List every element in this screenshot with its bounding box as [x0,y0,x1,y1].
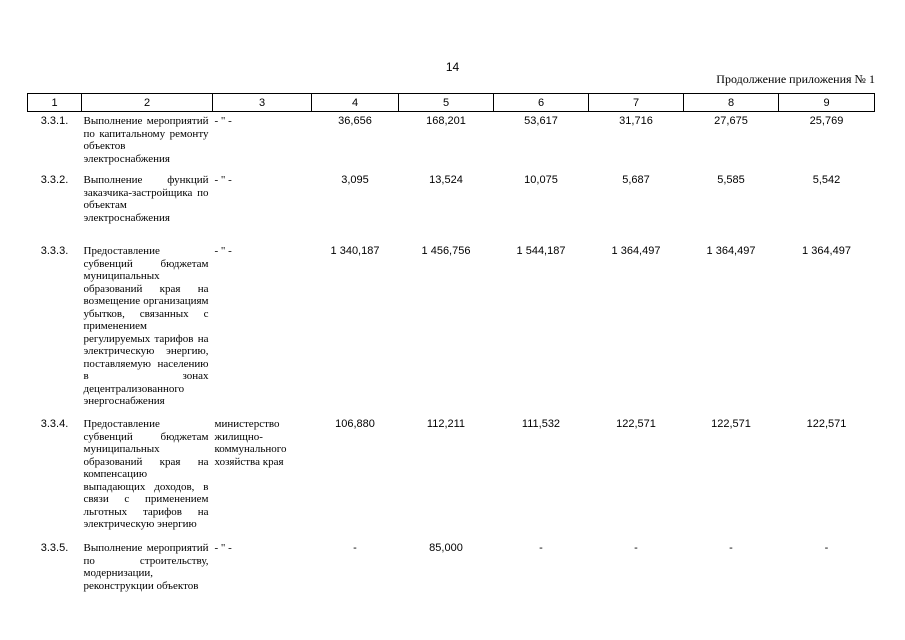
row-value: 122,571 [711,418,751,430]
row-value: 5,542 [812,174,841,186]
row-executor: - " - [214,115,232,127]
row-value: 1 456,756 [421,245,471,257]
row-value: - [353,542,357,554]
row-value: 31,716 [619,115,653,127]
column-header: 6 [494,94,589,112]
appendix-continuation-label: Продолжение приложения № 1 [716,72,875,86]
row-value: 106,880 [335,418,375,430]
row-value: 53,617 [524,115,558,127]
row-value: 3,095 [341,174,369,186]
row-number: 3.3.1. [40,115,69,127]
row-description: Выполнение мероприятий по капитальному ремонту объектов электроснабжения [83,115,209,165]
row-value: - [539,542,543,554]
column-header: 9 [779,94,875,112]
row-value: 1 364,497 [802,245,851,257]
column-header: 1 [28,94,82,112]
row-value: 25,769 [809,115,844,127]
column-header: 2 [82,94,213,112]
row-value: - [634,542,638,554]
row-number: 3.3.4. [40,418,69,430]
row-executor: - " - [214,245,232,257]
row-description: Выполнение мероприятий по строительству, модернизации, реконструкции объектов [83,542,209,592]
row-value: 36,656 [338,115,372,127]
table-row [28,539,875,598]
row-value: 168,201 [426,115,466,127]
page-number: 14 [445,60,460,74]
row-value: - [729,542,733,554]
row-value: 1 544,187 [516,245,566,257]
row-value: 1 364,497 [611,245,661,257]
row-value: 5,687 [622,174,650,186]
row-value: 10,075 [524,174,558,186]
column-header: 4 [312,94,399,112]
row-description: Предоставление субвенций бюджетам муниципальных образований края на компенсацию выпадающих доходов, в связи с применением льготных тарифов на электрическую энергию [83,418,209,530]
row-number: 3.3.2. [40,174,69,186]
row-value: 27,675 [714,115,748,127]
row-description: Выполнение функций заказчика-застройщика по объектам электроснабжения [83,174,209,224]
row-value: 85,000 [429,542,463,554]
row-executor: - " - [214,174,232,186]
row-value: - [824,542,829,554]
row-value: 13,524 [429,174,463,186]
column-header: 8 [684,94,779,112]
row-executor: министерство жилищно-коммунального хозяйства края [214,418,287,468]
row-value: 122,571 [806,418,847,430]
table-row [28,171,875,242]
column-header: 5 [399,94,494,112]
table-row [28,112,875,172]
column-header: 3 [213,94,312,112]
row-value: 122,571 [616,418,656,430]
row-value: 5,585 [717,174,745,186]
row-executor: - " - [214,542,232,554]
row-value: 1 364,497 [706,245,756,257]
table-row [28,415,875,539]
column-header: 7 [589,94,684,112]
row-value: 112,211 [426,418,466,430]
row-number: 3.3.5. [40,542,69,554]
row-number: 3.3.3. [40,245,69,257]
row-value: 1 340,187 [330,245,380,257]
row-value: 111,532 [521,418,561,430]
table-header-row [28,94,875,112]
budget-table [27,93,875,598]
row-description: Предоставление субвенций бюджетам муниципальных образований края на возмещение организациям убытков, связанных с применением регулируемых тарифов на электрическую энергию, поставляемую населению в зонах децентрализованного энергоснабжения [83,245,209,407]
table-row [28,242,875,415]
